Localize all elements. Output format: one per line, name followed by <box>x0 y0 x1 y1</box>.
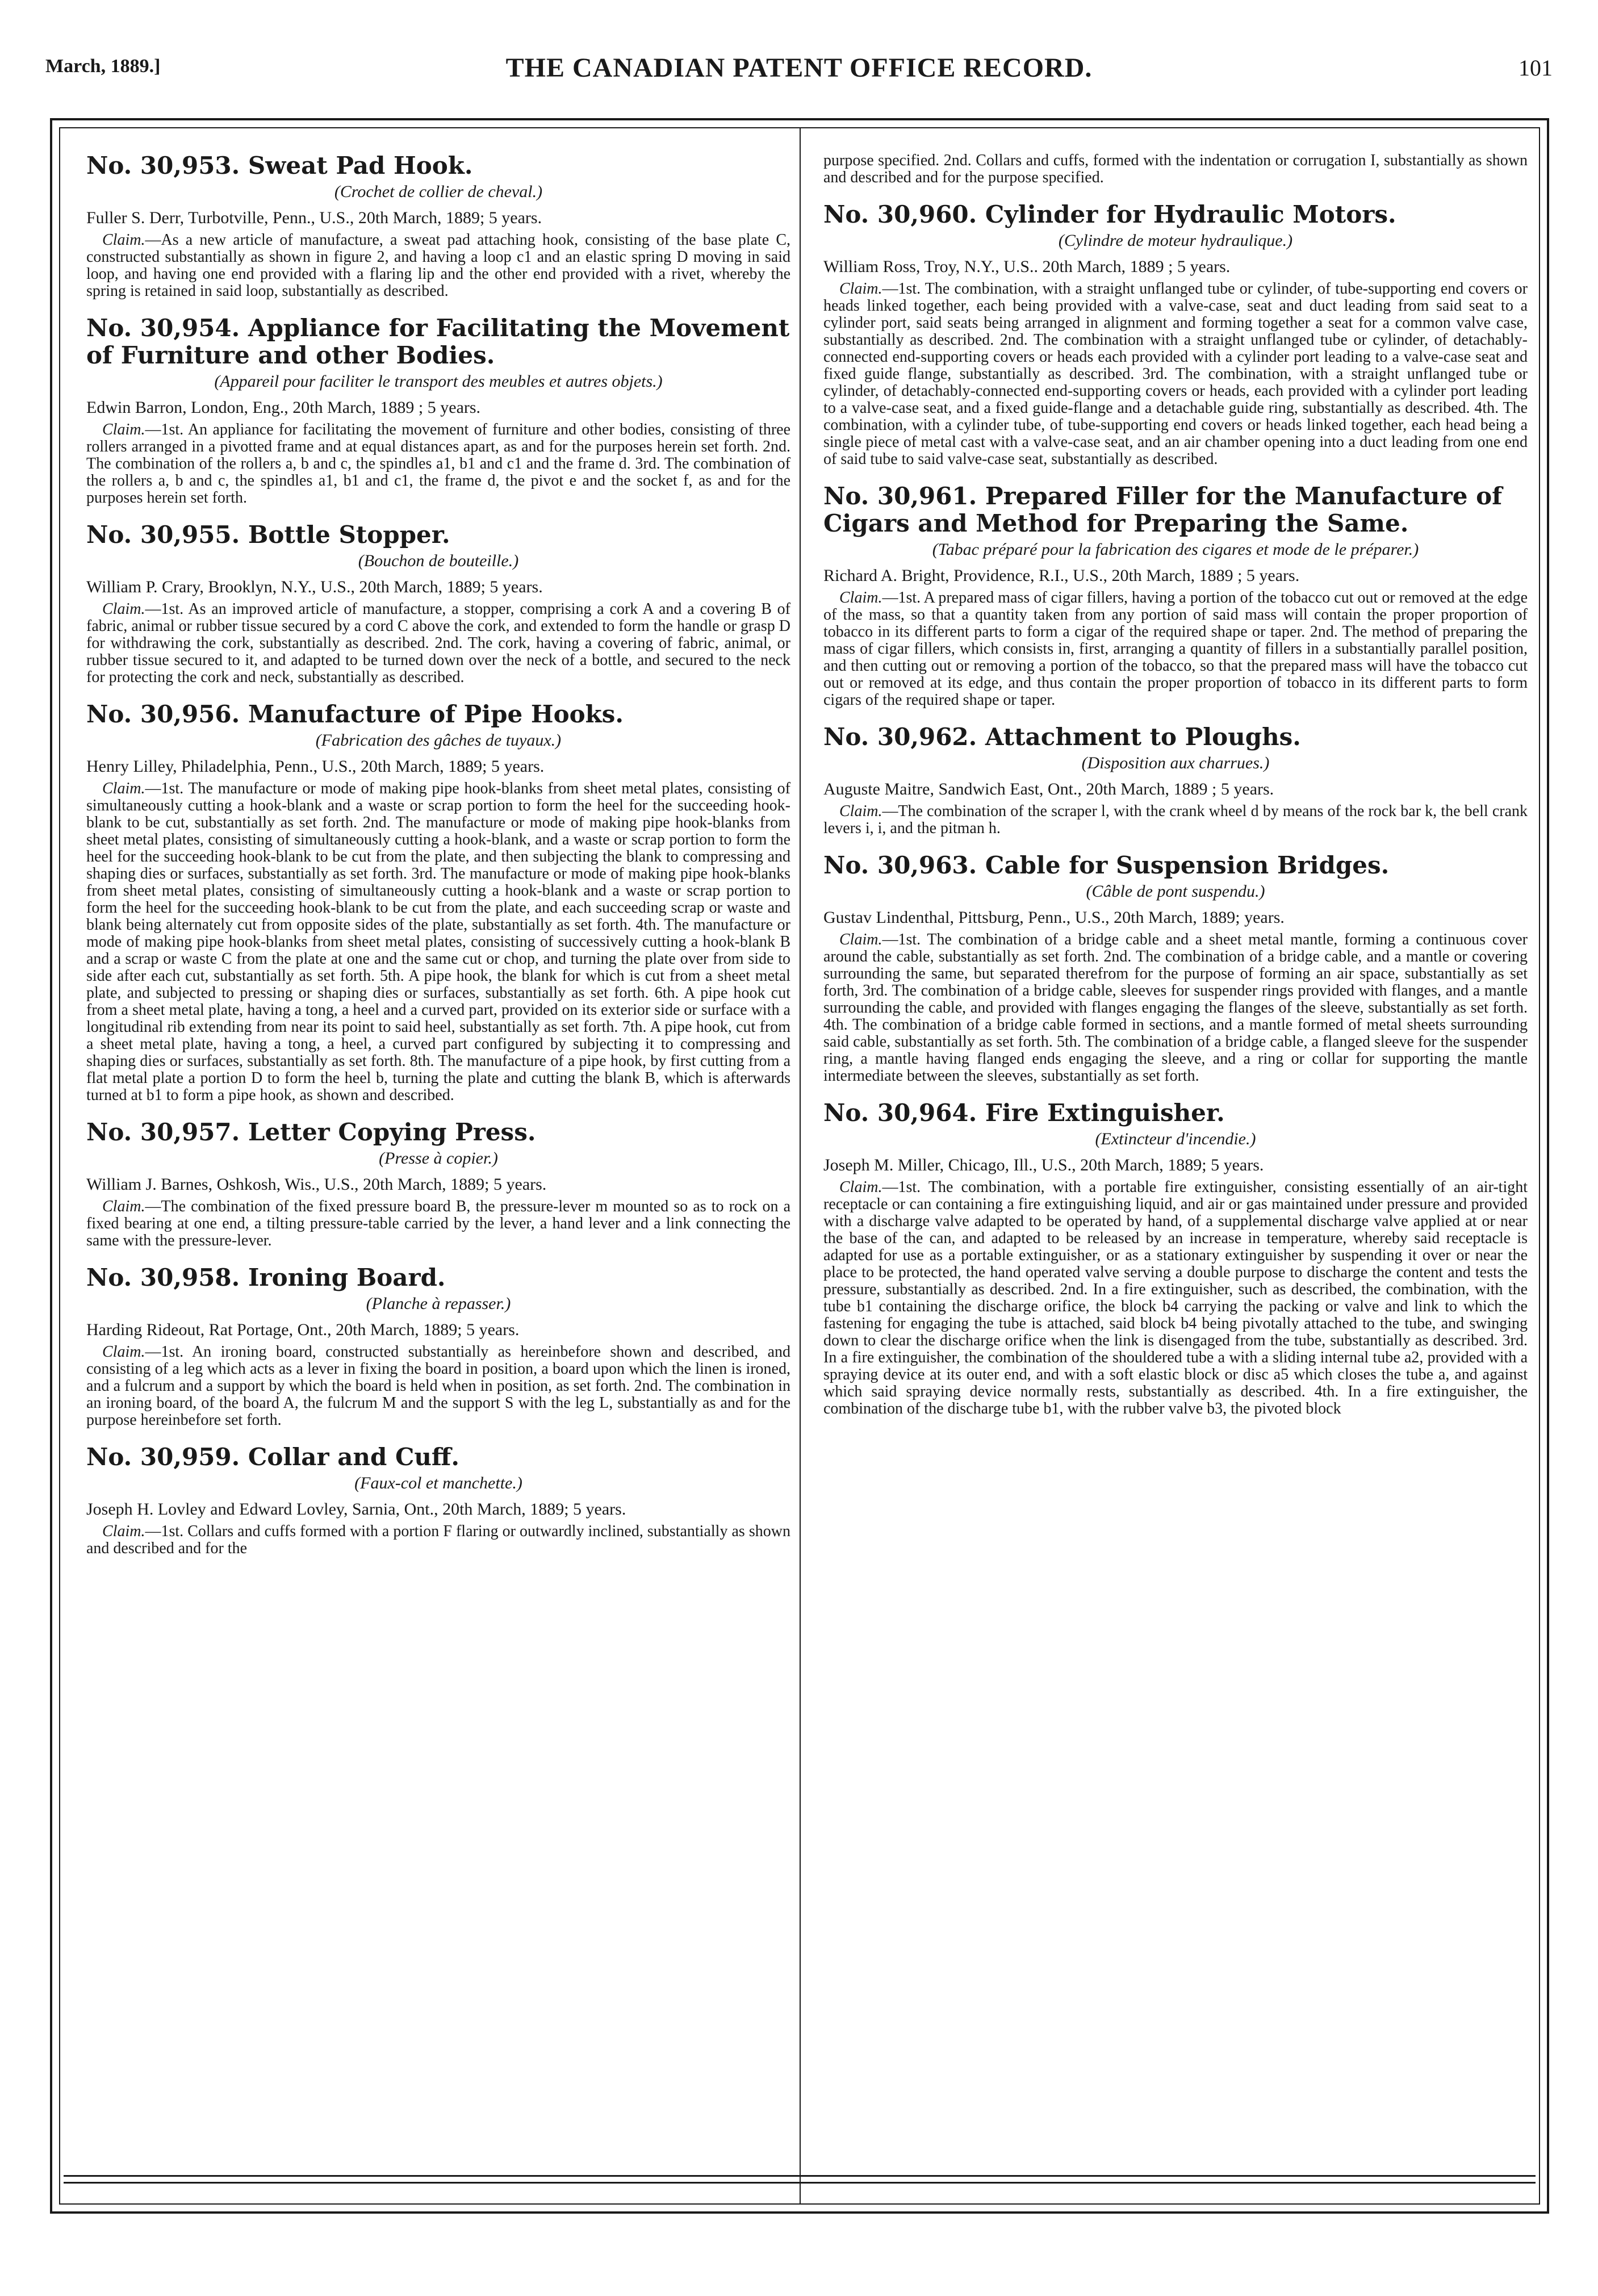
claim-text: —1st. The manufacture or mode of making pipe hook-blanks from sheet metal plates, consisting of simultaneously cutting a hook-blank and a waste or scrap portion to form the heel for the succeeding hook-blank to be cut, substantially as set forth. 2nd. The manufacture or mode of making pipe hook-blanks from sheet metal plates, consisting of simultaneously cutting a hook-blank, and a waste or scrap portion to form the heel for the succeeding hook-blank to be cut from the plate, and then subjecting the blank to compressing and shaping dies or surfaces, substantially as set forth. 3rd. The manufacture or mode of making pipe hook-blanks from sheet metal plates, consisting of simultaneously cutting a hook-blank and a waste or scrap portion to form the heel for the succeeding hook-blank to be cut from the plate, and each succeeding scrap or waste and blank being alternately cut from opposite sides of the plate, substantially as set forth. 4th. The manufacture or mode of making pipe hook-blanks from sheet metal plates, consisting of successively cutting a hook-blank B and a scrap or waste C from the plate at one and the same cut or chop, and turning the plate over from side to side after each cut, substantially as set forth. 5th. A pipe hook, the blank for which is cut from a sheet metal plate, and subjected to pressing or shaping dies or surfaces, substantially as set forth. 6th. A pipe hook cut from a sheet metal plate, having a tong, a heel and a curved part, provided on its exterior side or surface with a longitudinal rib extending from near its point to said heel, substantially as set forth. 7th. A pipe hook, cut from a sheet metal plate, having a tong, a heel, a curved part configured by subjecting it to compressing and shaping dies or surfaces, substantially as set forth. 8th. The manufacture of a pipe hook, by first cutting from a flat metal plate a portion D to form the heel b, turning the plate and cutting the blank B, which is afterwards turned at b1 to form a pipe hook, as shown and described. <box>86 780 790 1104</box>
patent-entry <box>86 701 790 1104</box>
patent-number: No. 30,961. <box>823 482 977 510</box>
patent-claim <box>823 931 1528 1085</box>
patent-heading <box>86 152 790 179</box>
column-divider <box>800 127 801 2205</box>
patent-title: Collar and Cuff. <box>248 1443 460 1471</box>
claim-label: Claim. <box>102 421 145 438</box>
patent-french-title: (Câble de pont suspendu.) <box>1086 882 1265 901</box>
claim-label: Claim. <box>102 1343 145 1361</box>
patent-entry <box>823 483 1528 709</box>
patent-claim <box>86 421 790 507</box>
patent-entry <box>86 1264 790 1429</box>
claim-text: —1st. The combination, with a portable fire extinguisher, consisting essentially of an air-tight receptacle or can containing a fire extinguishing liquid, and air or gas maintained under pressure and provided with a discharge valve adapted to be operated by hand, of a supplemental discharge valve applied at or near the base of the can, and adapted to be released by an increase in temperature, whereby said receptacle is adapted for use as a portable extinguisher, or as a stationary extinguisher by suspending it over or near the place to be protected, the hand operated valve serving a double purpose to discharge the content and tests the pressure, substantially as described. 2nd. In a fire extinguisher, such as described, the combination, with the tube b1 containing the discharge orifice, the block b4 carrying the packing or valve and link to which the fastening for engaging the tube is attached, said block b4 being pivotally attached to the tube, and swinging down to clear the discharge orifice when the link is disengaged from the tube, substantially as described. 3rd. In a fire extinguisher, the combination of the shouldered tube a with a sliding internal tube a2, provided with a spraying device at its outer end, and with a soft elastic block or disc a5 which closes the tube a, and against which said spraying device normally rests, substantially as described. 4th. In a fire extinguisher, the combination of the discharge tube b1, with the rubber valve b3, the pivoted block <box>823 1178 1528 1417</box>
patent-title: Ironing Board. <box>248 1264 446 1291</box>
patent-inventor: Joseph H. Lovley and Edward Lovley, Sarnia, Ont., 20th March, 1889; 5 years. <box>86 1500 626 1519</box>
patent-inventor: Harding Rideout, Rat Portage, Ont., 20th March, 1889; 5 years. <box>86 1320 520 1339</box>
patent-claim <box>86 1523 790 1557</box>
patent-claim <box>86 780 790 1104</box>
claim-label: Claim. <box>839 1178 882 1196</box>
patent-french-title: (Cylindre de moteur hydraulique.) <box>1058 231 1293 250</box>
patent-heading <box>823 201 1528 228</box>
patent-entry <box>823 201 1528 468</box>
patent-heading <box>86 521 790 549</box>
patent-claim <box>86 232 790 300</box>
patent-heading <box>86 1264 790 1291</box>
patent-number: No. 30,963. <box>823 851 977 879</box>
patent-entry <box>86 1444 790 1557</box>
claim-text: —1st. The combination, with a straight unflanged tube or cylinder, of tube-supporting end covers or heads linked together, each being provided with a valve-case, seat and duct leading from said seat to a cylinder port, said seats being arranged in alignment and forming together a seat for a common valve case, substantially as described. 2nd. The combination with a straight unflanged tube or cylinder, of detachably-connected end-supporting covers or heads each provided with a cylinder port leading to a valve-case seat and fixed guide flange, substantially as described. 3rd. The combination, with a straight unflanged tube or cylinder, of detachably-connected end-supporting covers or heads, each provided with a cylinder port leading to a valve-case seat, and a fixed guide-flange and a detachable guide ring, substantially as described. 4th. The combination, with a cylinder tube, of tube-supporting end covers or heads linked together, each head being a single piece of metal cast with a valve-case seat, and an air chamber opening into a duct leading from one end of said tube to said valve-case seat, substantially as described. <box>823 280 1528 468</box>
patent-inventor: William P. Crary, Brooklyn, N.Y., U.S., 20th March, 1889; 5 years. <box>86 578 543 596</box>
patent-claim <box>86 1344 790 1429</box>
patent-title: Fire Extinguisher. <box>985 1099 1225 1127</box>
patent-title: Manufacture of Pipe Hooks. <box>248 700 624 728</box>
patent-heading <box>823 483 1528 537</box>
patent-french-title: (Disposition aux charrues.) <box>1081 754 1270 772</box>
patent-title: Appliance for Facilitating the Movement of Furniture and other Bodies. <box>86 314 790 369</box>
claim-label: Claim. <box>102 1198 145 1215</box>
patent-number: No. 30,955. <box>86 521 240 549</box>
patent-french-title: (Presse à copier.) <box>379 1149 498 1168</box>
patent-inventor: Gustav Lindenthal, Pittsburg, Penn., U.S., 20th March, 1889; years. <box>823 908 1285 927</box>
claim-text: —The combination of the scraper l, with the crank wheel d by means of the rock bar k, the bell crank levers i, i, and the pitman h. <box>823 802 1528 837</box>
claim-text: —1st. The combination of a bridge cable and a sheet metal mantle, forming a continuous cover around the cable, substantially as set forth. 2nd. The combination of a bridge cable, and a mantle or covering surrounding the same, but separated therefrom for the purpose of forming an air space, substantially as set forth, 3rd. The combination of a bridge cable, sleeves for suspender rings provided with flanges, and a mantle surrounding the cable, and provided with flanges engaging the flanges of the sleeve, substantially as set forth. 4th. The combination of a bridge cable formed in sections, and a mantle formed of metal sheets surrounding said cable, substantially as set forth. 5th. The combination of a bridge cable, a flanged sleeve for the suspender ring, a mantle having flanged ends engaging the sleeve, and a ring or collar for supporting the mantle intermediate between the sleeves, substantially as set forth. <box>823 931 1528 1085</box>
patent-entry <box>86 1119 790 1249</box>
patent-number: No. 30,953. <box>86 152 240 179</box>
patent-inventor: Joseph M. Miller, Chicago, Ill., U.S., 20th March, 1889; 5 years. <box>823 1156 1264 1174</box>
patent-entry <box>823 852 1528 1085</box>
patent-number: No. 30,959. <box>86 1443 240 1471</box>
patent-heading <box>823 723 1528 751</box>
patent-inventor: Fuller S. Derr, Turbotville, Penn., U.S., 20th March, 1889; 5 years. <box>86 208 542 227</box>
patent-number: No. 30,956. <box>86 700 240 728</box>
patent-claim <box>823 803 1528 837</box>
claim-text: —The combination of the fixed pressure board B, the pressure-lever m mounted so as to rock on a fixed bearing at one end, a tilting pressure-table carried by the lever, a hand lever and a link connecting the same with the pressure-lever. <box>86 1198 790 1249</box>
patent-title: Cylinder for Hydraulic Motors. <box>985 200 1396 228</box>
patent-inventor: Henry Lilley, Philadelphia, Penn., U.S., 20th March, 1889; 5 years. <box>86 757 545 776</box>
patent-french-title: (Tabac préparé pour la fabrication des cigares et mode de le préparer.) <box>932 540 1419 559</box>
patent-heading <box>823 1099 1528 1127</box>
patent-inventor: Richard A. Bright, Providence, R.I., U.S., 20th March, 1889 ; 5 years. <box>823 566 1300 585</box>
patent-french-title: (Fabrication des gâches de tuyaux.) <box>315 731 562 750</box>
patent-number: No. 30,964. <box>823 1099 977 1127</box>
patent-number: No. 30,957. <box>86 1118 240 1146</box>
continued-claim <box>823 152 1528 186</box>
patent-heading <box>86 701 790 728</box>
patent-french-title: (Faux-col et manchette.) <box>354 1474 522 1492</box>
patent-claim <box>86 1198 790 1249</box>
patent-french-title: (Planche à repasser.) <box>366 1294 511 1313</box>
patent-number: No. 30,962. <box>823 723 977 751</box>
claim-label: Claim. <box>839 931 882 948</box>
claim-label: Claim. <box>839 589 882 607</box>
patent-heading <box>86 1119 790 1146</box>
patent-number: No. 30,954. <box>86 314 240 342</box>
patent-inventor: William Ross, Troy, N.Y., U.S.. 20th March, 1889 ; 5 years. <box>823 257 1231 276</box>
patent-heading <box>86 315 790 369</box>
running-header <box>45 52 1553 89</box>
patent-claim <box>823 281 1528 468</box>
patent-entry <box>86 521 790 686</box>
patent-heading <box>86 1444 790 1471</box>
patent-number: No. 30,960. <box>823 200 977 228</box>
left-column <box>86 152 790 2185</box>
claim-label: Claim. <box>102 231 145 249</box>
claim-label: Claim. <box>102 1523 145 1540</box>
patent-title: Bottle Stopper. <box>248 521 450 549</box>
patent-french-title: (Crochet de collier de cheval.) <box>334 182 543 201</box>
patent-entry <box>86 152 790 300</box>
patent-claim <box>823 589 1528 709</box>
claim-label: Claim. <box>102 780 145 797</box>
patent-inventor: Auguste Maitre, Sandwich East, Ont., 20th March, 1889 ; 5 years. <box>823 780 1274 798</box>
continued-claim-text: purpose specified. 2nd. Collars and cuffs, formed with the indentation or corrugation I, substantially as shown and described and for the purpose specified. <box>823 152 1528 186</box>
patent-inventor: Edwin Barron, London, Eng., 20th March, 1889 ; 5 years. <box>86 398 481 417</box>
patent-title: Prepared Filler for the Manufacture of Cigars and Method for Preparing the Same. <box>823 482 1503 537</box>
patent-french-title: (Appareil pour faciliter le transport des meubles et autres objets.) <box>214 372 663 391</box>
patent-french-title: (Bouchon de bouteille.) <box>358 551 519 570</box>
claim-label: Claim. <box>839 802 882 820</box>
claim-text: —1st. An appliance for facilitating the movement of furniture and other bodies, consisting of three rollers arranged in a pivotted frame and at equal distances apart, as and for the purposes herein set forth. 2nd. The combination of the rollers a, b and c, the spindles a1, b1 and c1 and the frame d. 3rd. The combination of the rollers a, b and c, the spindles a1, b1 and c1, the frame d, the pivot e and the socket f, as and for the purposes herein set forth. <box>86 421 790 507</box>
publication-title: THE CANADIAN PATENT OFFICE RECORD. <box>505 53 1093 83</box>
patent-entry <box>86 315 790 507</box>
claim-label: Claim. <box>839 280 882 298</box>
patent-heading <box>823 852 1528 879</box>
claim-text: —1st. Collars and cuffs formed with a portion F flaring or outwardly inclined, substantially as shown and described and for the <box>86 1523 790 1557</box>
patent-entry <box>823 1099 1528 1417</box>
claim-text: —As a new article of manufacture, a sweat pad attaching hook, consisting of the base plate C, constructed substantially as shown in figure 2, and having a loop c1 and an elastic spring D moving in said loop, and having one end provided with a flaring lip and the other end provided with a rivet, whereby the spring is retained in said loop, substantially as described. <box>86 231 790 300</box>
claim-text: —1st. A prepared mass of cigar fillers, having a portion of the tobacco cut out or removed at the edge of the mass, so that a quantity taken from any portion of said mass will contain the proper proportion of tobacco in its different parts to form a cigar of the required shape or taper. 2nd. The method of preparing the mass of cigar fillers, which consists in, first, arranging a quantity of fillers in a substantially parallel position, and then cutting out or removing a portion of the tobacco, so that the prepared mass will have the tobacco cut out or removed at its edge, and thus contain the proper proportion of tobacco in its different parts to form cigars of the required shape or taper. <box>823 589 1528 709</box>
patent-claim <box>86 601 790 686</box>
right-column <box>823 152 1528 2185</box>
issue-date: March, 1889.] <box>45 56 161 77</box>
claim-text: —1st. An ironing board, constructed substantially as hereinbefore shown and described, and consisting of a leg which acts as a lever in fixing the board in position, a board upon which the linen is ironed, and a fulcrum and a support by which the board is held when in position, as set forth. 2nd. The combination in an ironing board, of the board A, the fulcrum M and the support S with the leg L, substantially as and for the purpose hereinbefore set forth. <box>86 1343 790 1429</box>
patent-title: Sweat Pad Hook. <box>248 152 473 179</box>
page-number: 101 <box>1518 55 1553 81</box>
patent-claim <box>823 1179 1528 1417</box>
patent-number: No. 30,958. <box>86 1264 240 1291</box>
claim-label: Claim. <box>102 600 145 618</box>
patent-title: Letter Copying Press. <box>248 1118 536 1146</box>
patent-title: Cable for Suspension Bridges. <box>985 851 1390 879</box>
patent-inventor: William J. Barnes, Oshkosh, Wis., U.S., 20th March, 1889; 5 years. <box>86 1175 547 1194</box>
patent-title: Attachment to Ploughs. <box>985 723 1301 751</box>
patent-french-title: (Extincteur d'incendie.) <box>1095 1130 1256 1148</box>
claim-text: —1st. As an improved article of manufacture, a stopper, comprising a cork A and a covering B of fabric, animal or rubber tissue secured by a cord C above the cork, and extended to form the handle or grasp D for withdrawing the cork, substantially as described. 2nd. The cork, having a covering of fabric, animal, or rubber tissue secured to it, and adapted to be turned down over the neck of a bottle, and secured to the neck for protecting the cork and neck, substantially as described. <box>86 600 790 686</box>
patent-entry <box>823 723 1528 837</box>
